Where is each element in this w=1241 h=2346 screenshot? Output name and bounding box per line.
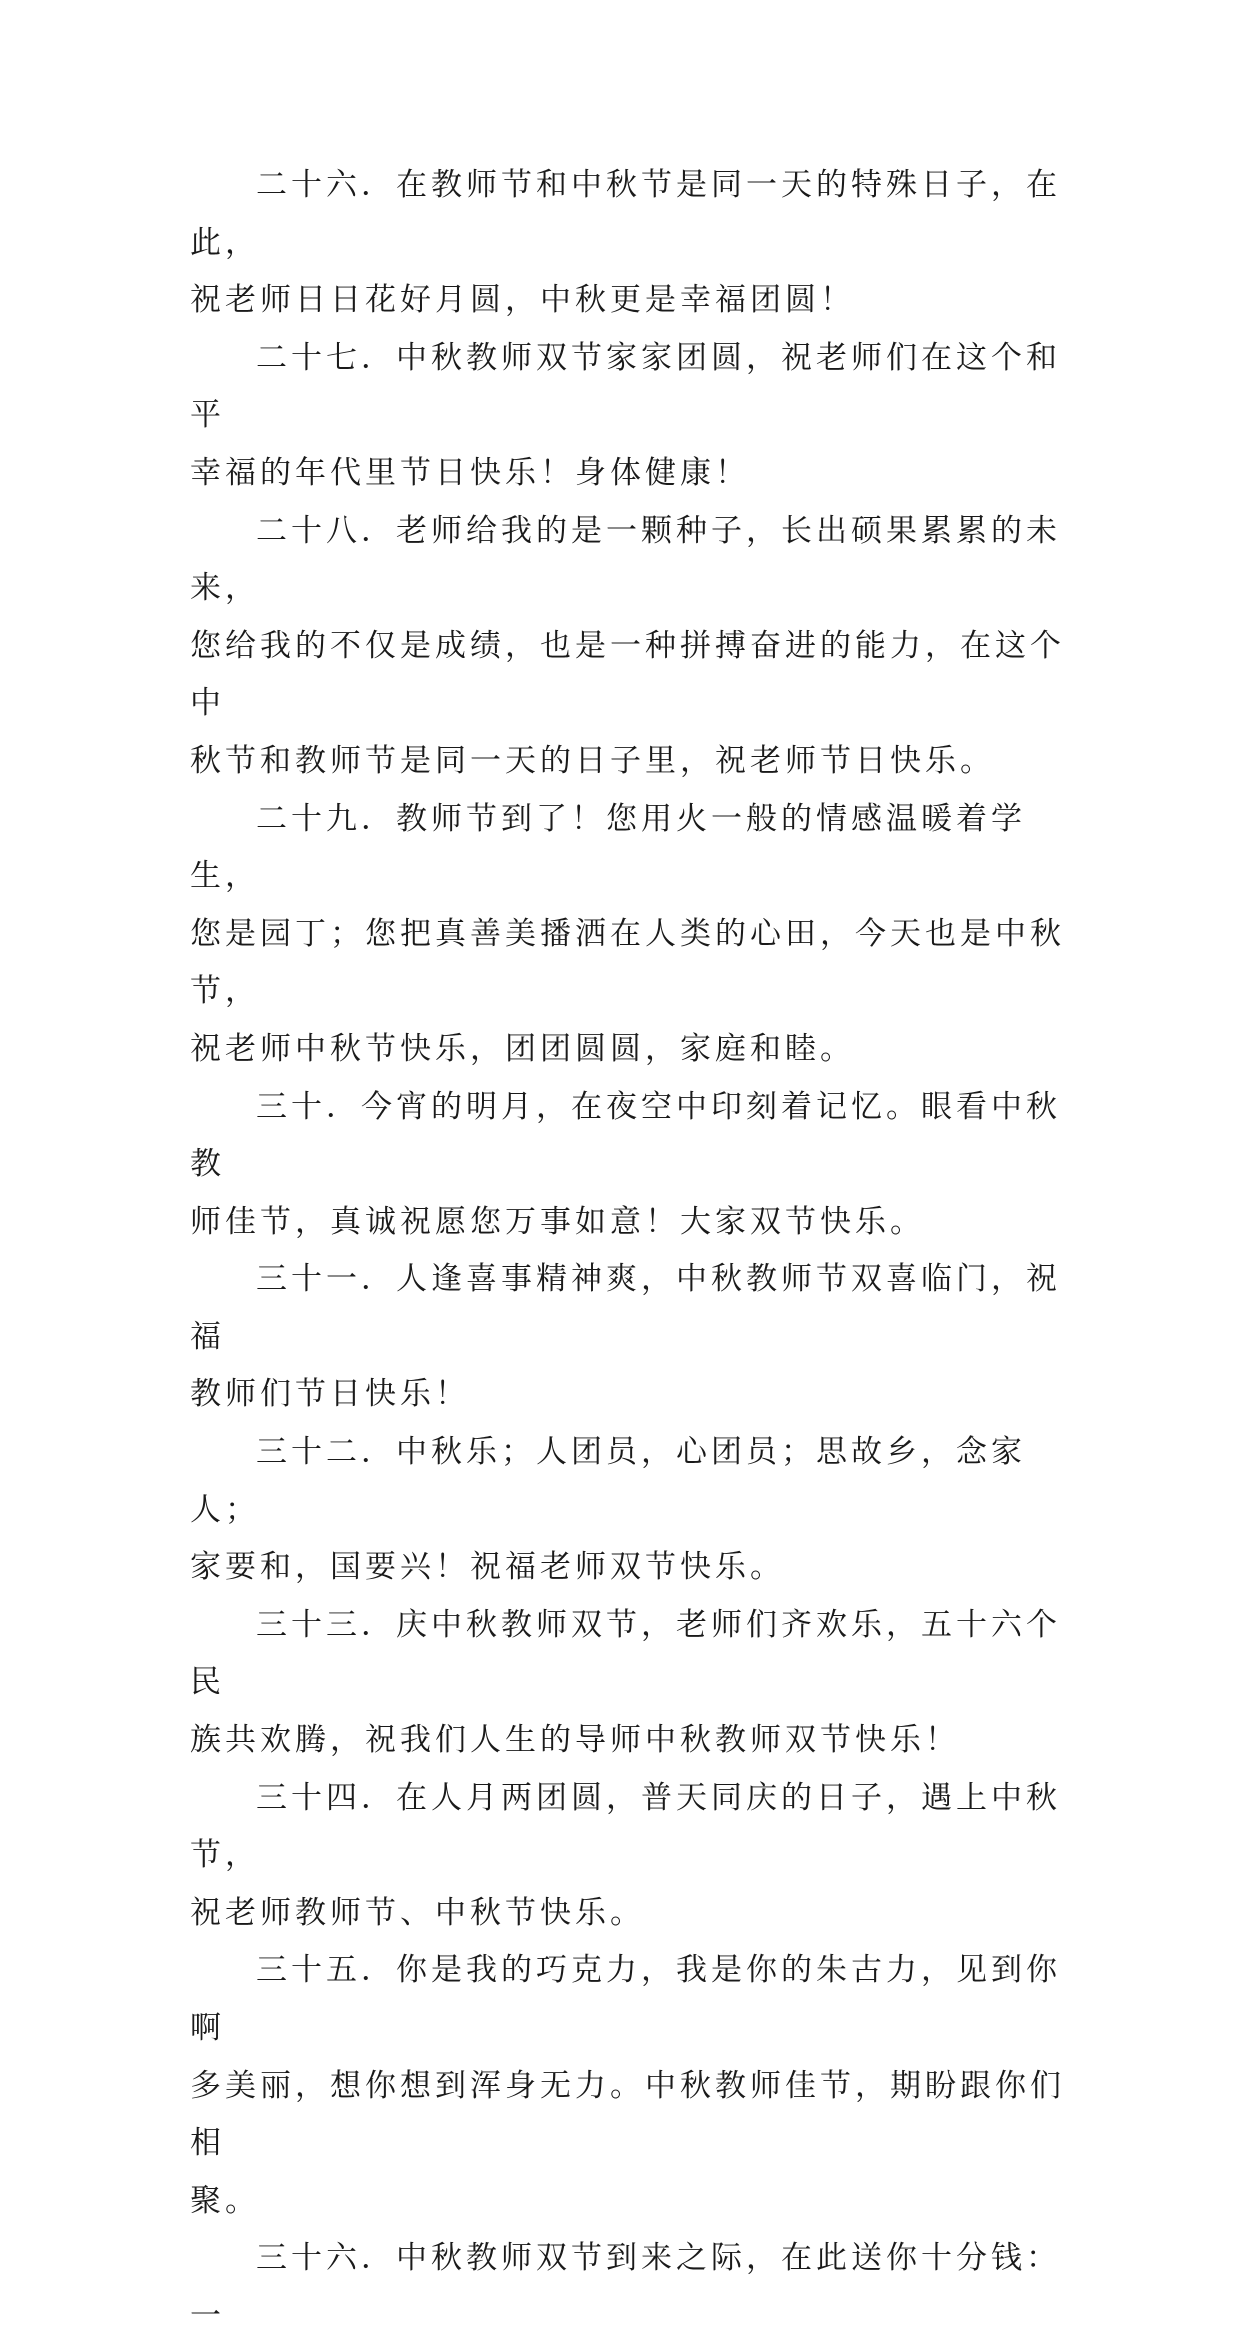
line: 家要和，国要兴！祝福老师双节快乐。: [190, 1549, 785, 1586]
line: 三十三．庆中秋教师双节，老师们齐欢乐，五十六个民: [190, 1606, 1061, 1701]
line: 二十八．老师给我的是一颗种子，长出硕果累累的未来，: [190, 512, 1061, 607]
line: 二十六．在教师节和中秋节是同一天的特殊日子，在此，: [190, 167, 1061, 261]
line: 聚。: [190, 2182, 260, 2219]
line: 三十六．中秋教师双节到来之际，在此送你十分钱：一: [190, 2240, 1061, 2334]
paragraph-31: [190, 1251, 1090, 1424]
paragraph-35: [190, 1942, 1090, 2230]
line: 二十九．教师节到了！您用火一般的情感温暖着学生，: [190, 800, 1026, 895]
line: 秋节和教师节是同一天的日子里，祝老师节日快乐。: [190, 742, 995, 779]
line: 您是园丁；您把真善美播洒在人类的心田，今天也是中秋节，: [190, 915, 1065, 1010]
line: 二十七．中秋教师双节家家团圆，祝老师们在这个和平: [190, 339, 1061, 434]
line: 祝老师日日花好月圆，中秋更是幸福团圆！: [190, 282, 855, 319]
line: 族共欢腾，祝我们人生的导师中秋教师双节快乐！: [190, 1722, 960, 1759]
paragraph-29: [190, 791, 1090, 1079]
line: 三十．今宵的明月，在夜空中印刻着记忆。眼看中秋教: [190, 1088, 1061, 1183]
paragraph-30: [190, 1079, 1090, 1252]
line: 三十一．人逢喜事精神爽，中秋教师节双喜临门，祝福: [190, 1261, 1061, 1355]
paragraph-26: [190, 157, 1090, 330]
line: 师佳节，真诚祝愿您万事如意！大家双节快乐。: [190, 1203, 925, 1240]
line: 三十四．在人月两团圆，普天同庆的日子，遇上中秋节，: [190, 1779, 1061, 1874]
line: 多美丽，想你想到浑身无力。中秋教师佳节，期盼跟你们相: [190, 2067, 1065, 2162]
line: 幸福的年代里节日快乐！身体健康！: [190, 454, 750, 491]
line: 教师们节日快乐！: [190, 1376, 470, 1413]
paragraph-36: [190, 2230, 1090, 2345]
line: 您给我的不仅是成绩，也是一种拼搏奋进的能力，在这个中: [190, 627, 1065, 722]
line: 祝老师教师节、中秋节快乐。: [190, 1894, 645, 1931]
paragraph-32: [190, 1424, 1090, 1597]
paragraph-34: [190, 1770, 1090, 1943]
line: 三十五．你是我的巧克力，我是你的朱古力，见到你啊: [190, 1952, 1061, 2046]
line: 三十二．中秋乐；人团员，心团员；思故乡，念家人；: [190, 1434, 1026, 1528]
paragraph-28: [190, 503, 1090, 791]
paragraph-33: [190, 1597, 1090, 1770]
paragraph-27: [190, 330, 1090, 503]
line: 祝老师中秋节快乐，团团圆圆，家庭和睦。: [190, 1030, 855, 1067]
document-body: [190, 157, 1090, 2346]
